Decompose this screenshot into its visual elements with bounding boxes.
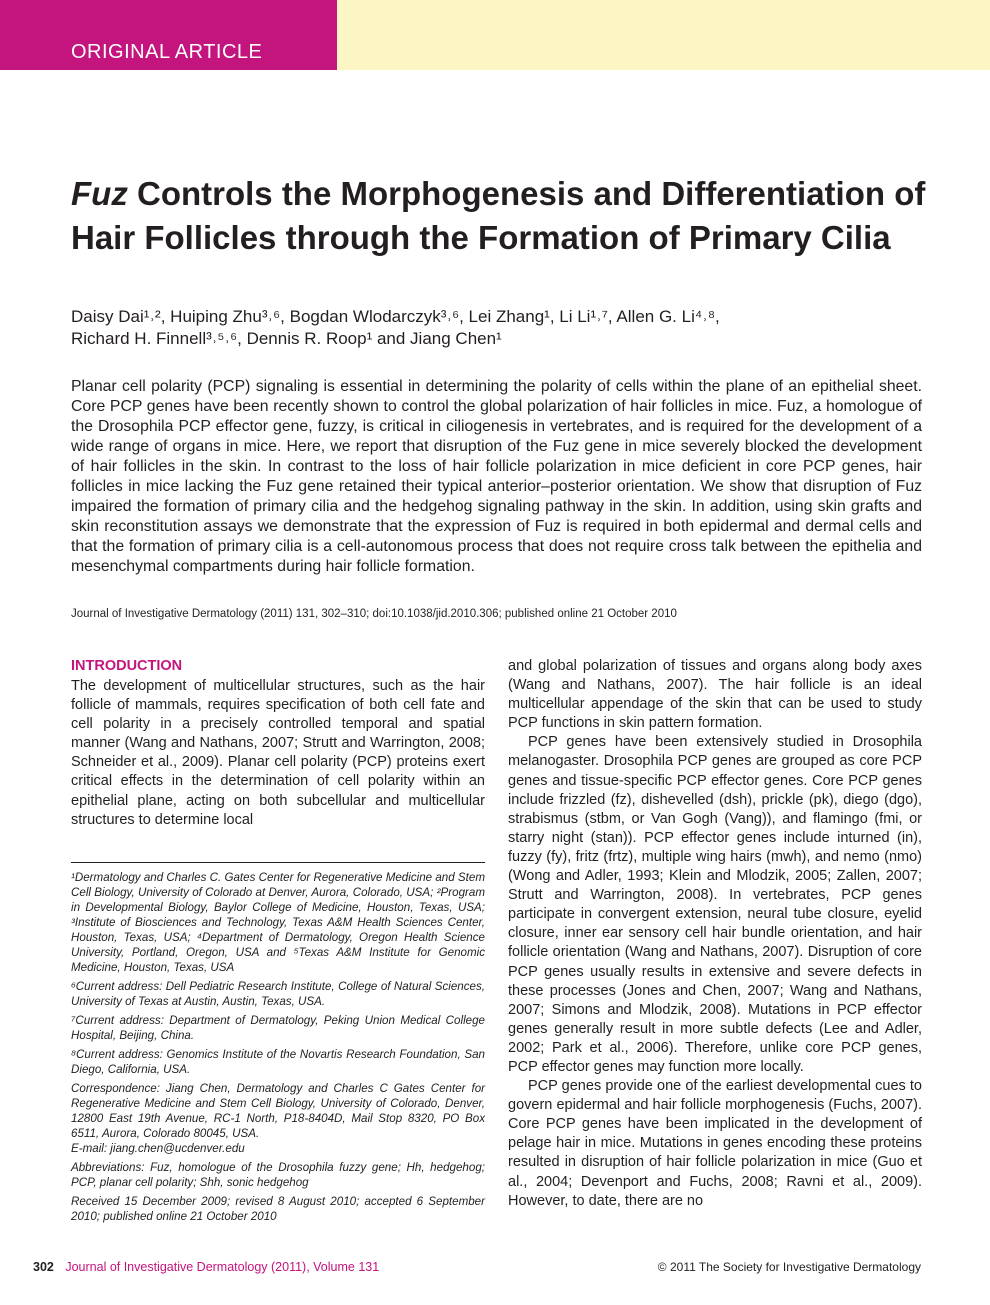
author-line-1: Daisy Dai¹˒², Huiping Zhu³˒⁶, Bogdan Wlodarczyk³˒⁶, Lei Zhang¹, Li Li¹˒⁷, Allen G. Li⁴˒⁸,	[71, 307, 720, 326]
footer-copyright: © 2011 The Society for Investigative Dermatology	[657, 1260, 921, 1274]
abbreviations-note: Abbreviations: Fuz, homologue of the Drosophila fuzzy gene; Hh, hedgehog; PCP, planar cell polarity; Shh, sonic hedgehog	[71, 1161, 485, 1189]
footnote-8: ⁸Current address: Genomics Institute of the Novartis Research Foundation, San Diego, California, USA.	[71, 1048, 485, 1076]
correspondence-note	[71, 1081, 485, 1156]
email-link[interactable]: E-mail: jiang.chen@ucdenver.edu	[71, 1142, 245, 1155]
footnote-6: ⁶Current address: Dell Pediatric Research Institute, College of Natural Sciences, University of Texas at Austin, Austin, Texas, USA.	[71, 980, 485, 1008]
received-note: Received 15 December 2009; revised 8 August 2010; accepted 6 September 2010; published online 21 October 2010	[71, 1195, 485, 1223]
footer-journal: Journal of Investigative Dermatology (2011), Volume 131	[65, 1260, 380, 1274]
title-rest: Controls the Morphogenesis and Differentiation of Hair Follicles through the Formation of Primary Cilia	[71, 175, 926, 256]
right-column	[508, 657, 922, 1211]
author-list	[71, 306, 931, 350]
footnotes	[71, 870, 485, 1228]
intro-right-paragraph-2: PCP genes have been extensively studied in Drosophila melanogaster. Drosophila PCP genes are grouped as core PCP genes and tissue-specific PCP effector genes. Core PCP genes include frizzled (fz), dishevelled (dsh), prickle (pk), diego (dgo), strabismus (stbm, or Van Gogh (Vang)), and flamingo (fmi, or starry night (stan)). PCP effector genes include inturned (in), fuzzy (fy), fritz (frtz), multiple wing hairs (mwh), and nemo (nmo) (Wong and Adler, 1993; Klein and Mlodzik, 2005; Zallen, 2007; Strutt and Warrington, 2008). In vertebrates, PCP genes participate in convergent extension, neural tube closure, eyelid closure, inner ear sensory cell hair bundle orientation, and hair follicle orientation (Wang and Nathans, 2007). Disruption of core PCP genes usually results in extensive and severe defects in these processes (Jones and Chen, 2007; Wang and Nathans, 2007; Simons and Mlodzik, 2008). Mutations in PCP effector genes generally result in more subtle defects (Lee and Adler, 2002; Park et al., 2006). Therefore, unlike core PCP genes, PCP effector genes may function more locally.	[508, 734, 922, 1075]
left-column	[71, 657, 485, 830]
correspondence-text: Correspondence: Jiang Chen, Dermatology and Charles C Gates Center for Regenerative Medicine and Stem Cell Biology, University of Colorado, Denver, 12800 East 19th Avenue, RC-1 North, P18-8404D, Mail Stop 8320, PO Box 6511, Aurora, Colorado 80045, USA.	[71, 1082, 485, 1140]
page-footer-left	[33, 1260, 379, 1274]
page-number: 302	[33, 1260, 54, 1274]
author-line-2: Richard H. Finnell³˒⁵˒⁶, Dennis R. Roop¹ and Jiang Chen¹	[71, 329, 502, 348]
title-gene: Fuz	[71, 175, 128, 212]
abstract: Planar cell polarity (PCP) signaling is essential in determining the polarity of cells within the plane of an epithelial sheet. Core PCP genes have been recently shown to control the global polarization of hair follicles in mice. Fuz, a homologue of the Drosophila PCP effector gene, fuzzy, is critical in ciliogenesis in vertebrates, and is required for the development of a wide range of organs in mice. Here, we report that disruption of the Fuz gene in mice severely blocked the development of hair follicles in the skin. In contrast to the loss of hair follicle polarization in mice deficient in core PCP genes, hair follicles in mice lacking the Fuz gene retained their typical anterior–posterior orientation. We show that disruption of Fuz impaired the formation of primary cilia and the hedgehog signaling pathway in the skin. In addition, using skin grafts and skin reconstitution assays we demonstrate that the expression of Fuz is required in both epidermal and dermal cells and that the formation of primary cilia is a cell-autonomous process that does not require cross talk between the epithelia and mesenchymal compartments during hair follicle formation.	[71, 378, 922, 575]
footnote-divider	[71, 862, 485, 863]
article-title	[71, 172, 941, 260]
intro-right-paragraph-1: and global polarization of tissues and organs along body axes (Wang and Nathans, 2007). The hair follicle is an ideal multicellular appendage of the skin that can be used to study PCP functions in skin pattern formation.	[508, 658, 922, 732]
section-banner	[0, 0, 337, 70]
introduction-heading: INTRODUCTION	[71, 658, 183, 674]
header-band	[337, 0, 990, 70]
intro-left-paragraph: The development of multicellular structures, such as the hair follicle of mammals, requires specification of both cell fate and cell polarity in a precisely controlled temporal and spatial manner (Wang and Nathans, 2007; Strutt and Warrington, 2008; Schneider et al., 2009). Planar cell polarity (PCP) proteins exert critical effects in the determination of cell polarity within an epithelial plane, acting on both subcellular and multicellular structures to determine local	[71, 678, 485, 828]
affiliations-note: ¹Dermatology and Charles C. Gates Center for Regenerative Medicine and Stem Cell Biology, University of Colorado at Denver, Aurora, Colorado, USA; ²Program in Developmental Biology, Baylor College of Medicine, Houston, Texas, USA; ³Institute of Biosciences and Technology, Texas A&M Health Sciences Center, Houston, Texas, USA; ⁴Department of Dermatology, Oregon Health Science University, Portland, Oregon, USA and ⁵Texas A&M Institute for Genomic Medicine, Houston, Texas, USA	[71, 871, 485, 974]
section-tag: ORIGINAL ARTICLE	[71, 41, 263, 63]
intro-right-paragraph-3: PCP genes provide one of the earliest developmental cues to govern epidermal and hair follicle morphogenesis (Fuchs, 2007). Core PCP genes have been implicated in the development of pelage hair in mice. Mutations in genes encoding these proteins resulted in disruption of hair follicle polarization in mice (Guo et al., 2004; Devenport and Fuchs, 2008; Ravni et al., 2009). However, to date, there are no	[508, 1078, 922, 1209]
citation-line: Journal of Investigative Dermatology (2011) 131, 302–310; doi:10.1038/jid.2010.306; published online 21 October 2010	[71, 608, 677, 620]
footnote-7: ⁷Current address: Department of Dermatology, Peking Union Medical College Hospital, Beijing, China.	[71, 1014, 485, 1042]
